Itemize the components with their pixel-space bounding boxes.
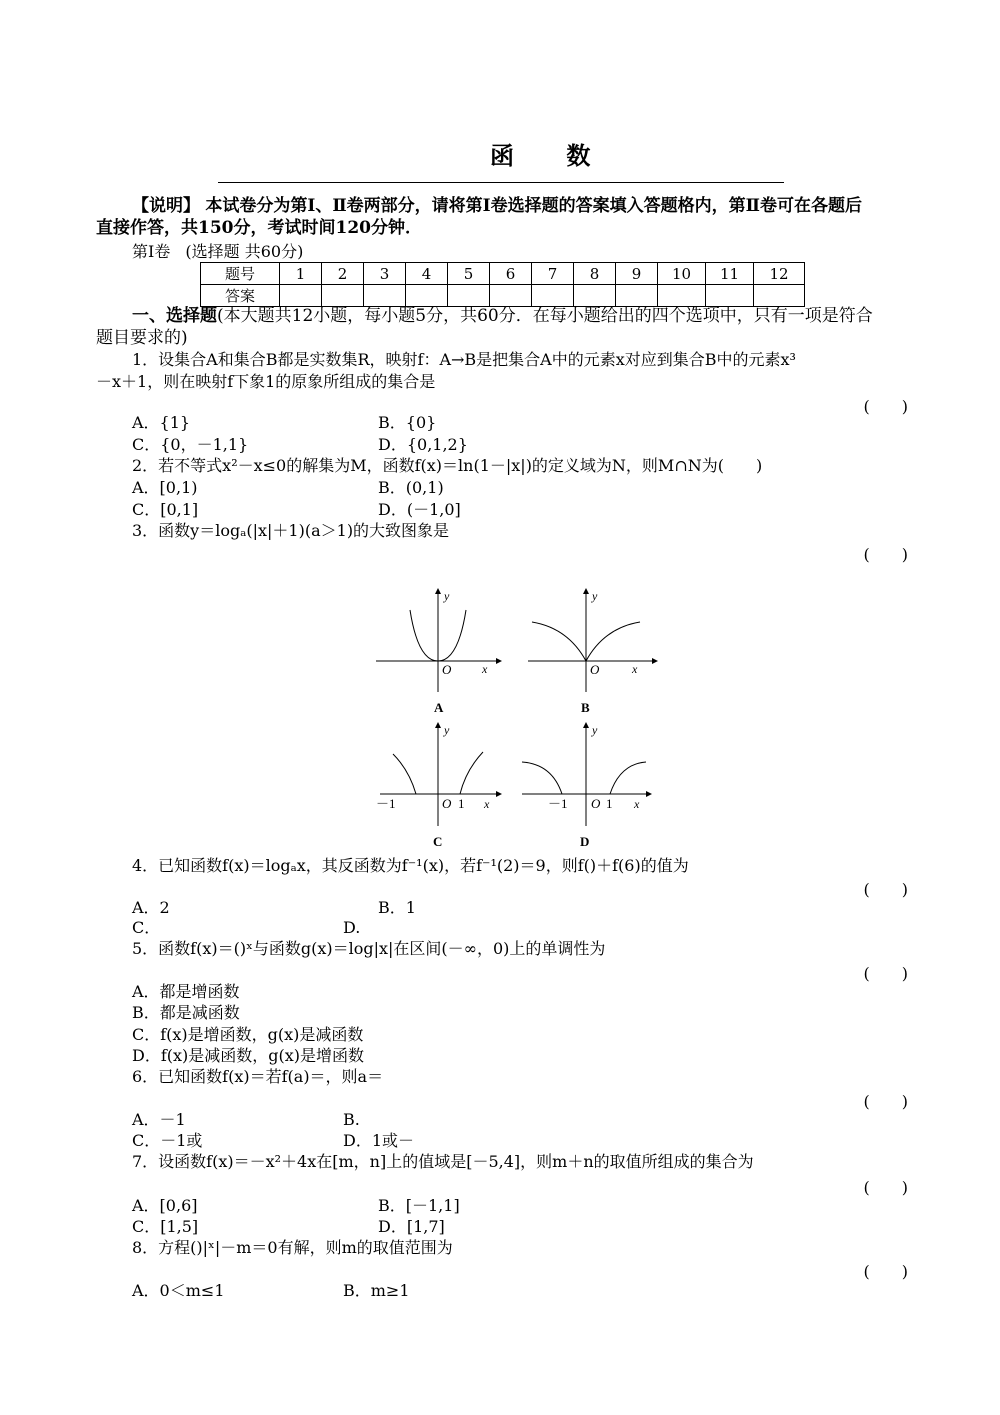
- axis-label-x: x: [482, 662, 488, 676]
- origin-label: O: [591, 796, 601, 811]
- answer-table-header-answer: 答案: [201, 285, 280, 307]
- q5-option-c: C．f(x)是增函数，g(x)是减函数: [132, 1025, 364, 1044]
- note-line-2: 直接作答，共150分，考试时间120分钟．: [96, 218, 422, 238]
- answer-table-num: 6: [490, 263, 532, 285]
- q1-stem-2: －x＋1，则在映射f下象1的原象所组成的集合是: [96, 372, 436, 391]
- q4-option-a: A．2: [132, 898, 170, 917]
- q4-answer-paren: ( ): [863, 880, 908, 899]
- axis-label-y: y: [592, 589, 598, 603]
- axis-label-x: x: [484, 797, 490, 811]
- section-desc: (本大题共12小题，每小题5分，共60分．在每小题给出的四个选项中，只有一项是符合: [217, 306, 873, 326]
- axis-label-x: x: [634, 797, 640, 811]
- axis-label-y: y: [592, 723, 598, 737]
- page-title: 函 数: [490, 141, 613, 170]
- q8-option-a: A．0＜m≤1: [132, 1281, 225, 1300]
- answer-table-num: 8: [574, 263, 616, 285]
- q7-option-c: C．[1,5]: [132, 1217, 199, 1236]
- answer-cell[interactable]: [658, 285, 706, 307]
- tick-label-neg1: －1: [548, 796, 568, 811]
- q5-option-d: D．f(x)是减函数，g(x)是增函数: [132, 1046, 365, 1065]
- section-desc-line-1: [132, 306, 873, 326]
- q5-stem: 5．函数f(x)＝()ˣ与函数g(x)＝log|x|在区间(－∞，0)上的单调性为: [132, 939, 606, 958]
- q3-answer-paren: ( ): [863, 545, 908, 564]
- q3-graph-a: [376, 588, 502, 724]
- q6-option-c: C．－1或: [132, 1131, 203, 1150]
- answer-table-num: 5: [448, 263, 490, 285]
- q2-option-c: C．[0,1]: [132, 500, 199, 519]
- graph-label-d: D: [580, 834, 590, 849]
- answer-table-num: 1: [280, 263, 322, 285]
- q1-option-a: A．{1}: [132, 413, 191, 432]
- q3-stem: 3．函数y＝logₐ(|x|＋1)(a＞1)的大致图象是: [132, 521, 450, 540]
- answer-table-num: 4: [406, 263, 448, 285]
- answer-cell[interactable]: [490, 285, 532, 307]
- answer-cell[interactable]: [532, 285, 574, 307]
- part1-sub: (选择题 共60分): [185, 242, 304, 261]
- q2-option-d: D．(－1,0]: [378, 500, 461, 519]
- q4-option-d: D.: [343, 918, 361, 937]
- part1-label: 第Ⅰ卷: [132, 242, 171, 261]
- answer-cell[interactable]: [574, 285, 616, 307]
- note-text: 本试卷分为第Ⅰ、Ⅱ卷两部分，请将第Ⅰ卷选择题的答案填入答题格内，第Ⅱ卷可在各题后: [205, 196, 862, 216]
- tick-label-1: 1: [606, 796, 613, 811]
- answer-cell[interactable]: [364, 285, 406, 307]
- q6-option-d: D．1或－: [343, 1131, 415, 1150]
- q5-option-a: A．都是增函数: [132, 982, 240, 1001]
- q3-graph-d: [518, 722, 652, 852]
- q1-option-b: B．{0}: [378, 413, 437, 432]
- q4-option-c: C．: [132, 918, 161, 937]
- answer-table-num: 11: [706, 263, 754, 285]
- answer-table-row-numbers: [201, 263, 805, 285]
- tick-label-neg1: －1: [376, 796, 396, 811]
- graph-label-c: C: [433, 834, 443, 849]
- answer-cell[interactable]: [706, 285, 754, 307]
- axis-label-x: x: [632, 662, 638, 676]
- tick-label-1: 1: [458, 796, 465, 811]
- q7-option-b: B．[－1,1]: [378, 1196, 460, 1215]
- q2-option-b: B．(0,1): [378, 478, 444, 497]
- q6-option-b: B.: [343, 1110, 360, 1129]
- q1-answer-paren: ( ): [863, 397, 908, 416]
- title-rule: [218, 182, 784, 183]
- section-label: 一、选择题: [132, 306, 217, 326]
- answer-cell[interactable]: [280, 285, 322, 307]
- answer-table-num: 3: [364, 263, 406, 285]
- q1-option-d: D．{0,1,2}: [378, 435, 468, 454]
- q5-option-b: B．都是减函数: [132, 1003, 240, 1022]
- q6-stem: 6．已知函数f(x)＝若f(a)＝，则a＝: [132, 1067, 384, 1086]
- origin-label: O: [442, 662, 452, 677]
- axis-label-y: y: [444, 723, 450, 737]
- q8-option-b: B．m≥1: [343, 1281, 410, 1300]
- q6-option-a: A．－1: [132, 1110, 186, 1129]
- answer-table-num: 9: [616, 263, 658, 285]
- q1-stem-1: 1．设集合A和集合B都是实数集R，映射f：A→B是把集合A中的元素x对应到集合B中的元素x³: [132, 350, 796, 369]
- q4-stem: 4．已知函数f(x)＝logₐx，其反函数为f⁻¹(x)，若f⁻¹(2)＝9，则f()＋f(6)的值为: [132, 856, 689, 875]
- part1-heading: [132, 242, 303, 262]
- q3-graph-c: [376, 722, 502, 852]
- answer-table-num: 7: [532, 263, 574, 285]
- answer-table-header-number: 题号: [201, 263, 280, 285]
- axis-label-y: y: [444, 589, 450, 603]
- note-label: 【说明】: [132, 196, 200, 216]
- q7-answer-paren: ( ): [863, 1178, 908, 1197]
- q7-stem: 7．设函数f(x)＝－x²＋4x在[m，n]上的值域是[－5,4]，则m＋n的取值所组成的集合为: [132, 1152, 754, 1171]
- answer-table-row-answers: [201, 285, 805, 307]
- graph-label-a: A: [434, 700, 444, 715]
- q5-answer-paren: ( ): [863, 964, 908, 983]
- answer-cell[interactable]: [406, 285, 448, 307]
- answer-cell[interactable]: [322, 285, 364, 307]
- graph-label-b: B: [581, 700, 590, 715]
- q3-graph-b: [528, 588, 658, 724]
- answer-table-num: 10: [658, 263, 706, 285]
- q1-option-c: C．{0，－1,1}: [132, 435, 249, 454]
- note-line-1: [132, 196, 862, 216]
- q7-option-a: A．[0,6]: [132, 1196, 198, 1215]
- section-desc-line-2: 题目要求的): [96, 328, 188, 348]
- origin-label: O: [442, 796, 452, 811]
- q4-option-b: B．1: [378, 898, 416, 917]
- answer-cell[interactable]: [448, 285, 490, 307]
- q8-stem: 8．方程()|ˣ|－m＝0有解，则m的取值范围为: [132, 1238, 453, 1257]
- answer-table-num: 12: [754, 263, 805, 285]
- q2-stem: 2．若不等式x²－x≤0的解集为M，函数f(x)＝ln(1－|x|)的定义域为N，则M∩N为( ): [132, 456, 763, 475]
- answer-cell[interactable]: [754, 285, 805, 307]
- answer-cell[interactable]: [616, 285, 658, 307]
- answer-table: [200, 262, 805, 307]
- q6-answer-paren: ( ): [863, 1092, 908, 1111]
- origin-label: O: [590, 662, 600, 677]
- q2-option-a: A．[0,1): [132, 478, 198, 497]
- q8-answer-paren: ( ): [863, 1262, 908, 1281]
- answer-table-num: 2: [322, 263, 364, 285]
- q7-option-d: D．[1,7]: [378, 1217, 445, 1236]
